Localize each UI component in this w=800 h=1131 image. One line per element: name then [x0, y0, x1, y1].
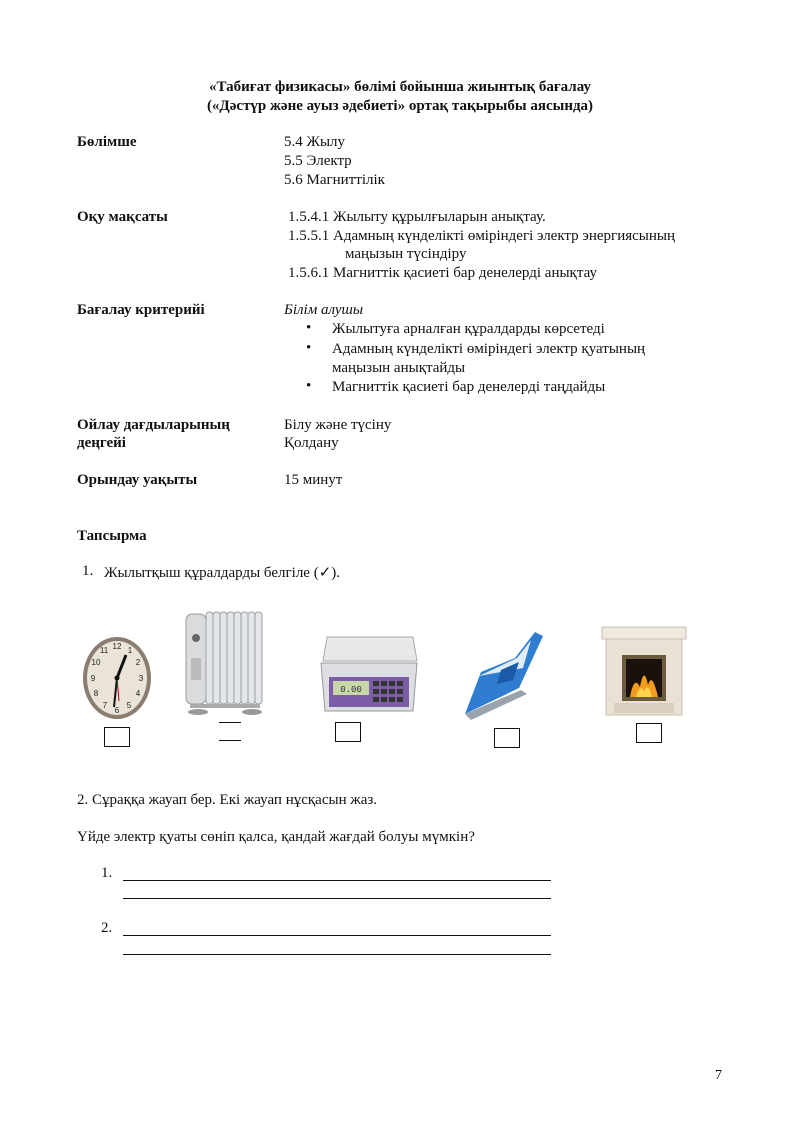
criterion-2: Адамның күнделікті өміріндегі электр қуатының	[332, 341, 646, 357]
section-value-2: 5.5 Электр	[284, 153, 352, 169]
checkbox-scale[interactable]	[335, 722, 361, 742]
fireplace-image	[600, 625, 688, 717]
q1-number: 1.	[82, 563, 94, 579]
checkbox-iron[interactable]	[494, 728, 520, 748]
bullet-icon: •	[306, 340, 312, 356]
objective-3: 1.5.6.1 Магниттік қасиеті бар денелерді анықтау	[288, 265, 597, 281]
svg-text:11: 11	[99, 646, 109, 655]
svg-text:5: 5	[126, 701, 132, 710]
checkbox-fireplace[interactable]	[636, 723, 662, 743]
task-heading: Тапсырма	[77, 528, 147, 544]
svg-text:10: 10	[91, 658, 101, 667]
answer-line-2b[interactable]	[123, 954, 551, 955]
radiator-image	[184, 608, 268, 720]
svg-text:7: 7	[102, 701, 108, 710]
objective-2: 1.5.5.1 Адамның күнделікті өміріндегі электр энергиясының	[288, 228, 675, 244]
svg-text:4: 4	[135, 689, 141, 698]
answer-line-1a[interactable]	[123, 880, 551, 881]
radiator-checkbox-bottom-line[interactable]	[219, 740, 241, 741]
iron-image	[461, 628, 547, 722]
thinking-value-2: Қолдану	[284, 435, 339, 451]
thinking-label-1: Ойлау дағдыларының	[77, 417, 230, 433]
q1-text: Жылытқыш құралдарды белгіле (✓).	[104, 565, 341, 581]
answer-line-2a[interactable]	[123, 935, 551, 936]
svg-text:2: 2	[135, 658, 141, 667]
clock-image	[81, 633, 153, 723]
svg-text:8: 8	[93, 689, 99, 698]
objective-2-cont: маңызын түсіндіру	[345, 246, 467, 262]
answer-number-1: 1.	[101, 865, 113, 881]
bullet-icon: •	[306, 378, 312, 394]
criterion-1: Жылытуға арналған құралдарды көрсетеді	[332, 321, 605, 337]
section-label: Бөлімше	[77, 134, 137, 150]
svg-text:9: 9	[90, 674, 96, 683]
criteria-intro: Білім алушы	[284, 302, 364, 318]
objectives-label: Оқу мақсаты	[77, 209, 168, 225]
thinking-value-1: Білу және түсіну	[284, 417, 392, 433]
title-line-1: «Табиғат физикасы» бөлімі бойынша жиынтық бағалау	[209, 79, 591, 95]
radiator-checkbox-top-line	[219, 722, 241, 723]
page-number: 7	[715, 1068, 722, 1083]
q2-question: Үйде электр қуаты сөніп қалса, қандай жағдай болуы мүмкін?	[77, 829, 475, 845]
criterion-3: Магниттік қасиеті бар денелерді таңдайды	[332, 379, 606, 395]
thinking-label-2: деңгейі	[77, 435, 126, 451]
svg-text:0.00: 0.00	[340, 685, 362, 695]
title-line-2: («Дәстүр және ауыз әдебиеті» ортақ тақырыбы аясында)	[206, 98, 594, 114]
checkbox-clock[interactable]	[104, 727, 130, 747]
svg-text:1: 1	[127, 646, 133, 655]
answer-number-2: 2.	[101, 920, 113, 936]
q2-text: 2. Сұраққа жауап бер. Екі жауап нұсқасын жаз.	[77, 792, 378, 808]
time-value: 15 минут	[284, 472, 343, 488]
criterion-2-cont: маңызын анықтайды	[332, 360, 466, 376]
criteria-label: Бағалау критерийі	[77, 302, 205, 318]
objective-1: 1.5.4.1 Жылыту құрылғыларын анықтау.	[288, 209, 546, 225]
svg-text:6: 6	[114, 706, 120, 715]
section-value-1: 5.4 Жылу	[284, 134, 346, 150]
svg-text:3: 3	[138, 674, 144, 683]
time-label: Орындау уақыты	[77, 472, 198, 488]
svg-text:12: 12	[112, 642, 122, 651]
bullet-icon: •	[306, 320, 312, 336]
section-value-3: 5.6 Магниттілік	[284, 172, 385, 188]
scale-image	[317, 633, 419, 715]
answer-line-1b[interactable]	[123, 898, 551, 899]
